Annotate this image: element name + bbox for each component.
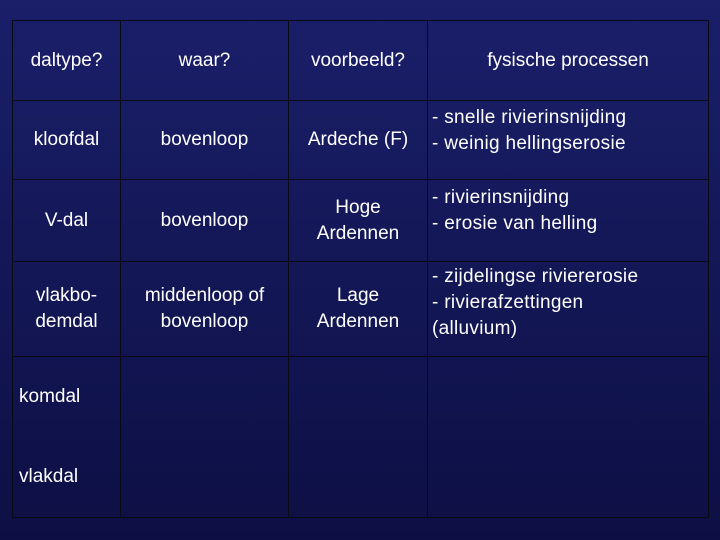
row-divider <box>13 356 708 357</box>
valley-types-table <box>12 20 709 518</box>
row-vdal-processen <box>432 185 597 237</box>
row-vlakbodemdal-waar: middenloop of bovenloop <box>144 285 265 332</box>
process-line: - weinig hellingserosie <box>432 133 626 154</box>
process-line: - zijdelingse riviererosie <box>432 266 639 287</box>
row-kloofdal-waar: bovenloop <box>160 129 249 150</box>
row-vdal-daltype: V-dal <box>44 209 89 231</box>
header-voorbeeld: voorbeeld? <box>310 49 406 71</box>
process-line: (alluvium) <box>432 318 518 339</box>
row-kloofdal-processen <box>432 105 626 157</box>
row-komdal-daltype: komdal <box>19 386 81 407</box>
process-line: - rivierinsnijding <box>432 187 570 208</box>
header-processen: fysische processen <box>487 49 649 71</box>
row-vlakbodemdal-processen <box>432 264 638 342</box>
process-line: - erosie van helling <box>432 213 598 234</box>
row-vlakbodemdal-voorbeeld: Lage Ardennen <box>316 285 400 332</box>
process-line: - snelle rivierinsnijding <box>432 107 627 128</box>
process-line: - rivierafzettingen <box>432 292 584 313</box>
row-kloofdal-voorbeeld: Ardeche (F) <box>307 129 409 150</box>
header-daltype: daltype? <box>30 49 103 71</box>
row-vlakdal-daltype: vlakdal <box>19 466 79 487</box>
row-vdal-voorbeeld: Hoge Ardennen <box>316 196 400 244</box>
row-kloofdal-daltype: kloofdal <box>33 129 100 150</box>
row-vdal-waar: bovenloop <box>160 209 249 231</box>
row-vlakbodemdal-daltype: vlakbo- demdal <box>35 285 98 332</box>
header-waar: waar? <box>178 49 231 71</box>
